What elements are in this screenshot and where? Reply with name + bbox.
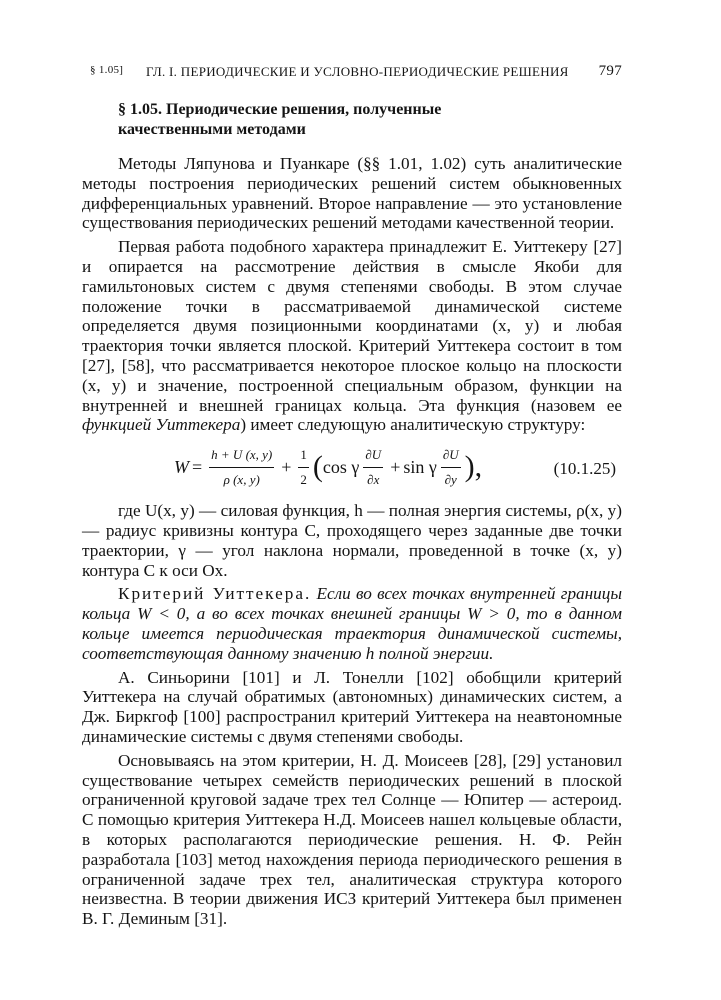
formula-plus-2: + xyxy=(390,456,401,477)
formula-expression xyxy=(174,445,482,490)
formula-fraction-1 xyxy=(209,445,274,490)
paragraph-criterion xyxy=(82,584,622,663)
page-number: 797 xyxy=(598,63,622,79)
paragraph-moiseev: Основываясь на этом критерии, Н. Д. Моисеев [28], [29] установил существование четырех семейств периодических решений в плоской ограниченной круговой задаче трех тел Солнце — Юпитер — астероид. С помощью критерия Уиттекера Н.Д. Моисеев нашел кольцевые области, в которых располагаются периодические решения. Н. Ф. Рейн разработала [103] метод нахождения периода периодического решения в ограниченной задаче трех тел, аналитическая структура которого неизвестна. В теории движения ИСЗ критерий Уиттекера был применен В. Г. Деминым [31]. xyxy=(82,750,622,929)
formula-numerator-3: ∂U xyxy=(363,445,383,468)
section-title-line-2: качественными методами xyxy=(118,121,306,138)
formula-denominator-4: ∂y xyxy=(444,471,457,487)
paragraph-where: где U(x, y) — силовая функция, h — полная энергия системы, ρ(x, y) — радиус кривизны контура C, проходящего через заданные две точки траектории, γ — угол наклона нормали, проведенной в точке (x, y) контура C к оси Ox. xyxy=(82,501,622,580)
section-title-line-1: § 1.05. Периодические решения, полученные xyxy=(118,101,442,118)
criterion-text: Если во всех точках внутренней границы кольца W < 0, а во всех точках внешней границы W > 0, то в данном кольце имеется периодическая траектория динамической системы, соответствующая данному значению h полной энергии. xyxy=(82,584,623,663)
formula-sin: sin γ xyxy=(403,456,437,477)
formula-10-1-25 xyxy=(82,435,622,501)
formula-fraction-half xyxy=(298,445,309,490)
paragraph-whittaker-emphasis: функцией Уиттекера xyxy=(82,415,241,435)
formula-fraction-4 xyxy=(441,445,461,490)
formula-denominator-3: ∂x xyxy=(367,471,380,487)
paragraph-intro: Методы Ляпунова и Пуанкаре (§§ 1.01, 1.02) суть аналитические методы построения периодических решений систем обыкновенных дифференциальных уравнений. Второе направление — это установление существования периодических решений методами качественной теории. xyxy=(82,154,622,233)
formula-left-paren: ( xyxy=(312,450,323,484)
formula-number: (10.1.25) xyxy=(553,459,616,479)
criterion-label: Критерий Уиттекера. xyxy=(118,584,312,604)
formula-numerator-1: h + U (x, y) xyxy=(209,445,274,468)
paragraph-whittaker-text-b: ) имеет следующую аналитическую структуру: xyxy=(240,415,586,435)
header-running-title: ГЛ. I. ПЕРИОДИЧЕСКИЕ И УСЛОВНО-ПЕРИОДИЧЕСКИЕ РЕШЕНИЯ xyxy=(146,64,569,79)
header-section-tag: § 1.05] xyxy=(90,64,124,76)
formula-right-paren: ), xyxy=(464,450,483,484)
paragraph-whittaker xyxy=(82,237,622,435)
formula-denominator-1: ρ (x, y) xyxy=(223,471,260,487)
formula-plus-1: + xyxy=(281,456,292,477)
formula-numerator-2: 1 xyxy=(298,445,309,468)
paragraph-generalization: А. Синьорини [101] и Л. Тонелли [102] обобщили критерий Уиттекера на случай обратимых (автономных) динамических систем, а Дж. Биркгоф [100] распространил критерий Уиттекера на неавтономные динамические системы с двумя степенями свободы. xyxy=(82,667,622,746)
formula-fraction-3 xyxy=(363,445,383,490)
formula-lhs: W xyxy=(174,456,189,477)
section-title xyxy=(118,100,598,140)
formula-numerator-4: ∂U xyxy=(441,445,461,468)
paragraph-whittaker-text-a: Первая работа подобного характера принадлежит Е. Уиттекеру [27] и опирается на рассмотрение действия в смысле Якоби для гамильтоновых систем с двумя степенями свободы. В этом случае положение точки в рассматриваемой динамической системе определяется двумя позиционными координатами (x, y) и любая траектория точки является плоской. Критерий Уиттекера состоит в том [27], [58], что рассматривается некоторое плоское кольцо на плоскости (x, y) и значение, построенной специальным образом, функции на внутренней и внешней границах кольца. Эта функция (назовем ее xyxy=(82,237,622,415)
page-body xyxy=(82,154,622,929)
formula-equals: = xyxy=(192,456,203,477)
formula-cos: cos γ xyxy=(322,456,360,477)
formula-denominator-2: 2 xyxy=(300,471,307,487)
